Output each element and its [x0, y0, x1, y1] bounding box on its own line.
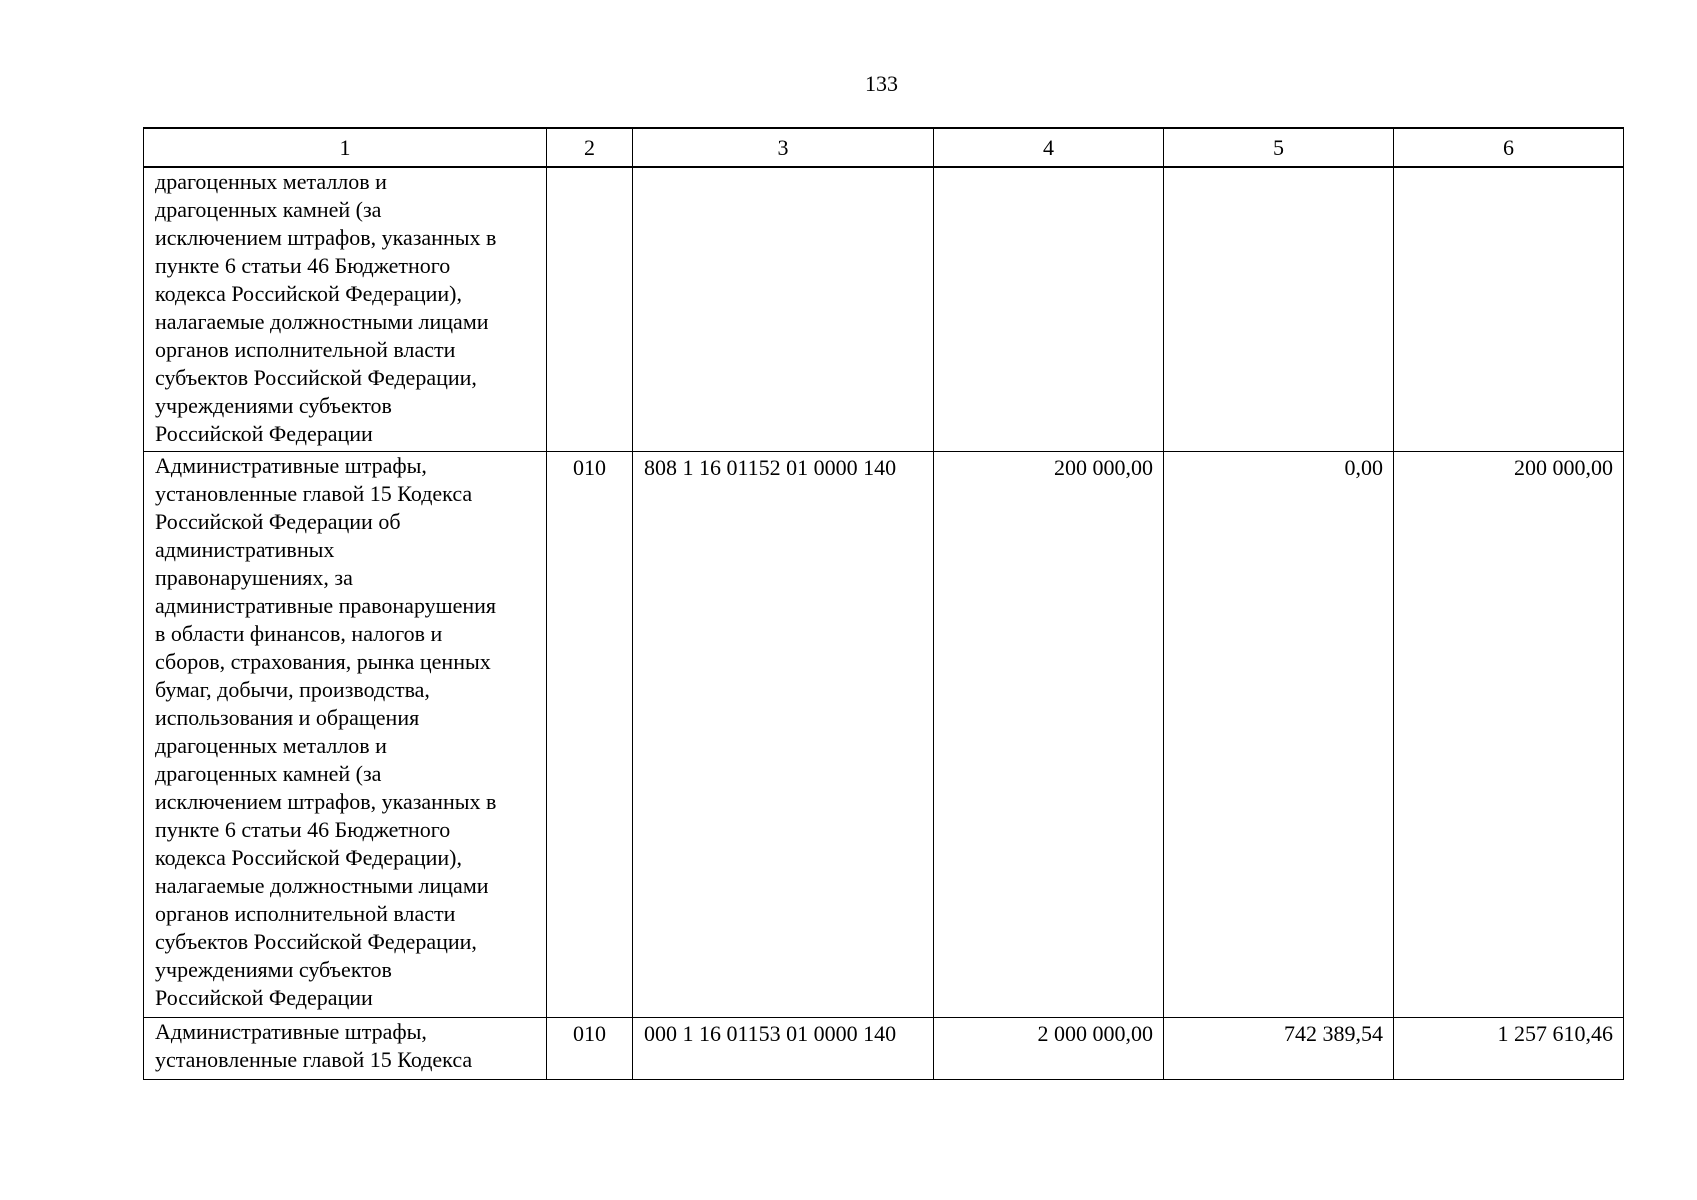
table-row	[144, 451, 1624, 1017]
column-header-2: 2	[547, 128, 633, 167]
table-row	[144, 167, 1624, 451]
budget-code-cell	[633, 167, 934, 451]
description-line: налагаемые должностными лицами	[155, 309, 489, 334]
description-line: органов исполнительной власти	[155, 337, 456, 362]
description-line: кодекса Российской Федерации),	[155, 844, 462, 870]
column-header-4: 4	[934, 128, 1164, 167]
unexecuted-amount-cell: 200 000,00	[1394, 451, 1624, 1017]
description-line: Российской Федерации об	[155, 508, 401, 534]
page-number: 133	[865, 71, 898, 96]
approved-amount-cell: 2 000 000,00	[934, 1017, 1164, 1079]
description-line: драгоценных камней (за	[155, 197, 382, 222]
description-cell	[144, 167, 547, 451]
description-line: пункте 6 статьи 46 Бюджетного	[155, 816, 451, 842]
executed-amount-cell: 742 389,54	[1164, 1017, 1394, 1079]
description-line: кодекса Российской Федерации),	[155, 281, 462, 306]
description-line: Российской Федерации	[155, 984, 373, 1010]
description-line: сборов, страхования, рынка ценных	[155, 648, 491, 674]
report-table	[143, 127, 1624, 1080]
description-cell	[144, 451, 547, 1017]
description-line: драгоценных металлов и	[155, 169, 387, 194]
description-line: Российской Федерации	[155, 421, 373, 446]
description-line: учреждениями субъектов	[155, 393, 392, 418]
description-line: драгоценных металлов и	[155, 732, 387, 758]
column-number-row	[144, 128, 1624, 167]
description-line: органов исполнительной власти	[155, 900, 456, 926]
unexecuted-amount-cell: 1 257 610,46	[1394, 1017, 1624, 1079]
line-code-cell: 010	[547, 451, 633, 1017]
description-line: исключением штрафов, указанных в	[155, 788, 497, 814]
description-line: установленные главой 15 Кодекса	[155, 480, 473, 506]
description-line: в области финансов, налогов и	[155, 620, 443, 646]
column-header-5: 5	[1164, 128, 1394, 167]
line-code-cell: 010	[547, 1017, 633, 1079]
unexecuted-amount-cell	[1394, 167, 1624, 451]
executed-amount-cell	[1164, 167, 1394, 451]
column-header-3: 3	[633, 128, 934, 167]
description-line: исключением штрафов, указанных в	[155, 225, 497, 250]
description-line: налагаемые должностными лицами	[155, 872, 489, 898]
description-line: Административные штрафы,	[155, 1018, 427, 1044]
description-line: установленные главой 15 Кодекса	[155, 1046, 473, 1072]
description-line: пункте 6 статьи 46 Бюджетного	[155, 253, 451, 278]
description-cell	[144, 1017, 547, 1079]
approved-amount-cell	[934, 167, 1164, 451]
description-line: драгоценных камней (за	[155, 760, 382, 786]
approved-amount-cell: 200 000,00	[934, 451, 1164, 1017]
column-header-6: 6	[1394, 128, 1624, 167]
column-header-1: 1	[144, 128, 547, 167]
description-line: административные правонарушения	[155, 592, 497, 618]
budget-code-cell: 000 1 16 01153 01 0000 140	[633, 1017, 934, 1079]
budget-code-cell: 808 1 16 01152 01 0000 140	[633, 451, 934, 1017]
description-line: административных	[155, 536, 335, 562]
description-line: Административные штрафы,	[155, 452, 427, 478]
description-line: субъектов Российской Федерации,	[155, 365, 477, 390]
executed-amount-cell: 0,00	[1164, 451, 1394, 1017]
description-line: бумаг, добычи, производства,	[155, 676, 430, 702]
description-line: учреждениями субъектов	[155, 956, 392, 982]
description-line: правонарушениях, за	[155, 564, 353, 590]
line-code-cell	[547, 167, 633, 451]
table-row	[144, 1017, 1624, 1079]
description-line: использования и обращения	[155, 704, 420, 730]
description-line: субъектов Российской Федерации,	[155, 928, 477, 954]
